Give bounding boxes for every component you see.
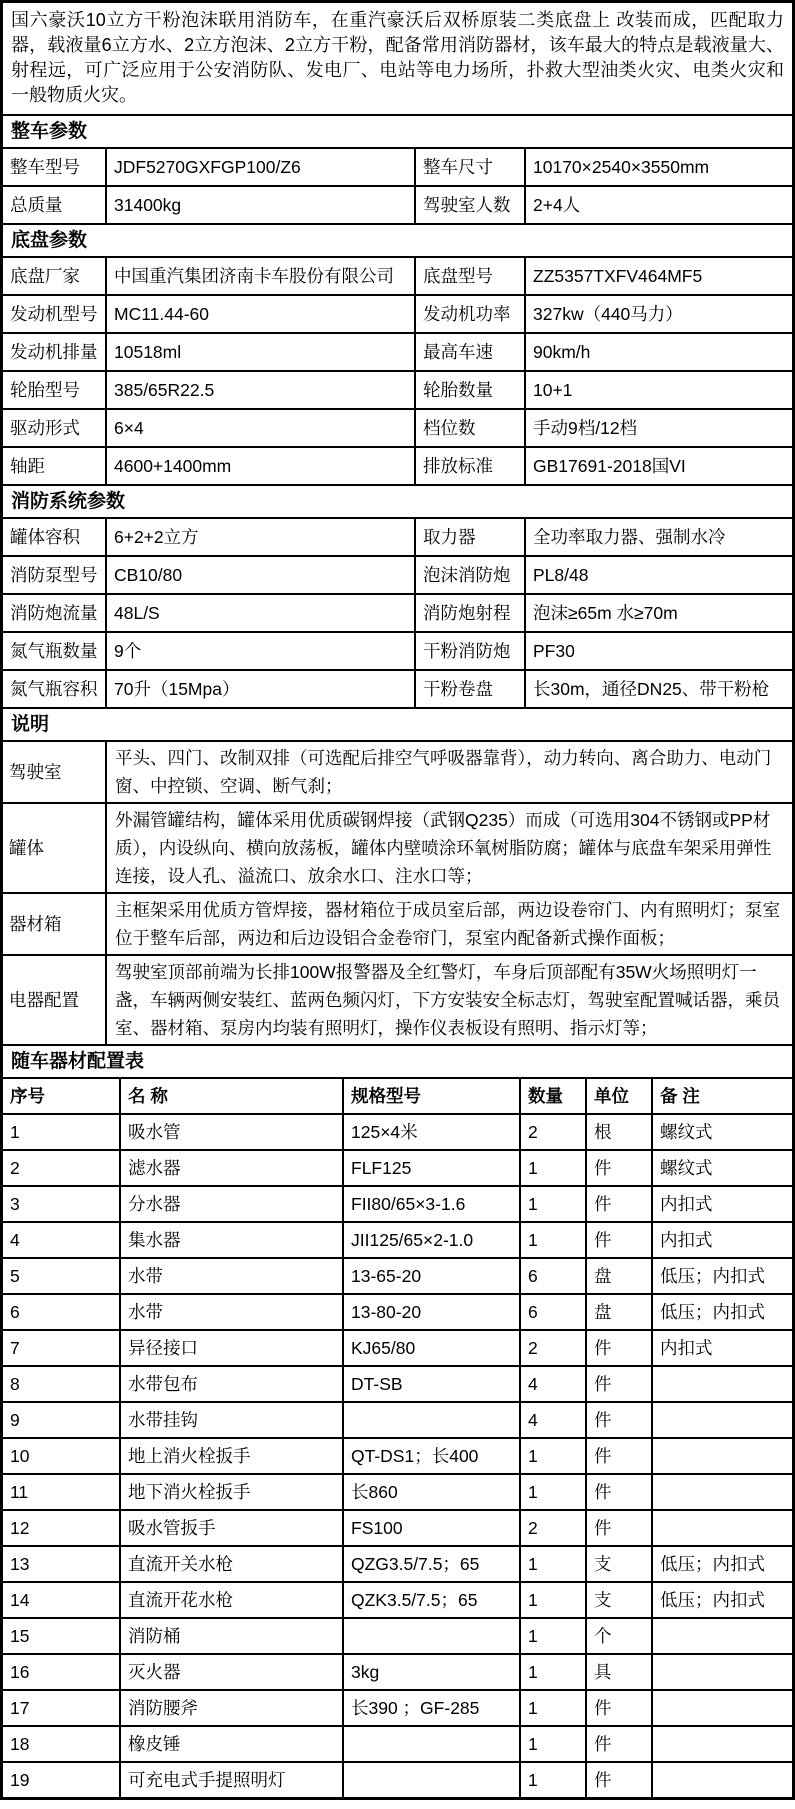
equipment-unit: 件 — [586, 1330, 652, 1366]
chassis-param-row — [3, 409, 792, 447]
equipment-header-model: 规格型号 — [343, 1078, 520, 1114]
equipment-unit: 个 — [586, 1618, 652, 1654]
equipment-header-no: 序号 — [3, 1078, 120, 1114]
equipment-qty: 6 — [520, 1258, 586, 1294]
equipment-unit: 支 — [586, 1582, 652, 1618]
fire-system-param-row — [3, 632, 792, 670]
equipment-remark: 螺纹式 — [652, 1150, 792, 1186]
equipment-no: 13 — [3, 1546, 120, 1582]
equipment-header-remark: 备 注 — [652, 1078, 792, 1114]
param-value: CB10/80 — [106, 556, 415, 594]
equipment-name: 直流开关水枪 — [120, 1546, 343, 1582]
fire-system-param-row — [3, 670, 792, 707]
equipment-name: 橡皮锤 — [120, 1726, 343, 1762]
param-label: 轮胎数量 — [415, 371, 525, 409]
section-title-chassis-params: 底盘参数 — [3, 223, 792, 256]
equipment-model: FS100 — [343, 1510, 520, 1546]
param-label: 罐体容积 — [3, 518, 106, 556]
equipment-remark: 内扣式 — [652, 1222, 792, 1258]
equipment-header-unit: 单位 — [586, 1078, 652, 1114]
equipment-row — [3, 1690, 792, 1726]
equipment-model — [343, 1402, 520, 1438]
param-label: 干粉消防炮 — [415, 632, 525, 670]
equipment-remark — [652, 1762, 792, 1797]
equipment-no: 18 — [3, 1726, 120, 1762]
fire-system-param-row — [3, 556, 792, 594]
equipment-no: 9 — [3, 1402, 120, 1438]
param-label: 氮气瓶数量 — [3, 632, 106, 670]
equipment-no: 2 — [3, 1150, 120, 1186]
equipment-no: 19 — [3, 1762, 120, 1797]
equipment-remark: 内扣式 — [652, 1330, 792, 1366]
equipment-no: 4 — [3, 1222, 120, 1258]
param-label: 排放标准 — [415, 447, 525, 484]
param-label: 泡沫消防炮 — [415, 556, 525, 594]
equipment-no: 8 — [3, 1366, 120, 1402]
equipment-model: 3kg — [343, 1654, 520, 1690]
equipment-row — [3, 1186, 792, 1222]
equipment-name: 地下消火栓扳手 — [120, 1474, 343, 1510]
equipment-name: 滤水器 — [120, 1150, 343, 1186]
param-label: 取力器 — [415, 518, 525, 556]
equipment-qty: 1 — [520, 1186, 586, 1222]
param-value: 6+2+2立方 — [106, 518, 415, 556]
equipment-model — [343, 1762, 520, 1797]
equipment-no: 17 — [3, 1690, 120, 1726]
equipment-remark: 螺纹式 — [652, 1114, 792, 1150]
equipment-name: 可充电式手提照明灯 — [120, 1762, 343, 1797]
equipment-row — [3, 1510, 792, 1546]
equipment-row — [3, 1582, 792, 1618]
equipment-remark: 低压；内扣式 — [652, 1546, 792, 1582]
equipment-no: 3 — [3, 1186, 120, 1222]
equipment-name: 吸水管 — [120, 1114, 343, 1150]
equipment-model: JII125/65×2-1.0 — [343, 1222, 520, 1258]
equipment-qty: 1 — [520, 1438, 586, 1474]
equipment-qty: 1 — [520, 1654, 586, 1690]
equipment-name: 集水器 — [120, 1222, 343, 1258]
equipment-name: 消防桶 — [120, 1618, 343, 1654]
param-value: 327kw（440马力） — [525, 295, 792, 333]
equipment-row — [3, 1438, 792, 1474]
param-label: 消防泵型号 — [3, 556, 106, 594]
equipment-qty: 1 — [520, 1690, 586, 1726]
note-row — [3, 741, 792, 803]
equipment-model — [343, 1726, 520, 1762]
chassis-param-row — [3, 371, 792, 409]
equipment-model — [343, 1618, 520, 1654]
param-label: 消防炮流量 — [3, 594, 106, 632]
equipment-row — [3, 1618, 792, 1654]
note-text: 平头、四门、改制双排（可选配后排空气呼吸器靠背），动力转向、离合助力、电动门窗、中控锁、空调、断气刹； — [106, 741, 792, 803]
param-value: 4600+1400mm — [106, 447, 415, 484]
equipment-unit: 根 — [586, 1114, 652, 1150]
equipment-unit: 件 — [586, 1510, 652, 1546]
param-value: 48L/S — [106, 594, 415, 632]
equipment-unit: 盘 — [586, 1258, 652, 1294]
param-label: 轮胎型号 — [3, 371, 106, 409]
param-label: 最高车速 — [415, 333, 525, 371]
param-value: 6×4 — [106, 409, 415, 447]
equipment-qty: 4 — [520, 1366, 586, 1402]
equipment-name: 水带 — [120, 1294, 343, 1330]
equipment-model: QZK3.5/7.5；65 — [343, 1582, 520, 1618]
param-label: 发动机排量 — [3, 333, 106, 371]
equipment-qty: 1 — [520, 1222, 586, 1258]
equipment-unit: 件 — [586, 1474, 652, 1510]
note-label: 罐体 — [3, 803, 106, 893]
param-value: 手动9档/12档 — [525, 409, 792, 447]
equipment-qty: 2 — [520, 1510, 586, 1546]
equipment-qty: 1 — [520, 1546, 586, 1582]
param-value: JDF5270GXFGP100/Z6 — [106, 148, 415, 186]
equipment-unit: 件 — [586, 1150, 652, 1186]
equipment-unit: 件 — [586, 1186, 652, 1222]
equipment-model: 13-65-20 — [343, 1258, 520, 1294]
param-value: 9个 — [106, 632, 415, 670]
equipment-row — [3, 1114, 792, 1150]
fire-system-param-row — [3, 518, 792, 556]
equipment-model: QT-DS1；长400 — [343, 1438, 520, 1474]
note-text: 主框架采用优质方管焊接，器材箱位于成员室后部，两边设卷帘门、内有照明灯；泵室位于整车后部，两边和后边设铝合金卷帘门，泵室内配备新式操作面板； — [106, 893, 792, 955]
equipment-header-name: 名 称 — [120, 1078, 343, 1114]
equipment-name: 直流开花水枪 — [120, 1582, 343, 1618]
equipment-no: 16 — [3, 1654, 120, 1690]
equipment-name: 地上消火栓扳手 — [120, 1438, 343, 1474]
param-value: 31400kg — [106, 186, 415, 223]
equipment-no: 10 — [3, 1438, 120, 1474]
equipment-row — [3, 1258, 792, 1294]
equipment-remark — [652, 1690, 792, 1726]
param-value: 385/65R22.5 — [106, 371, 415, 409]
param-value: GB17691-2018国VI — [525, 447, 792, 484]
note-label: 驾驶室 — [3, 741, 106, 803]
equipment-unit: 件 — [586, 1762, 652, 1797]
equipment-unit: 件 — [586, 1222, 652, 1258]
equipment-header-row — [3, 1078, 792, 1114]
param-value: 2+4人 — [525, 186, 792, 223]
equipment-no: 12 — [3, 1510, 120, 1546]
param-value: 10170×2540×3550mm — [525, 148, 792, 186]
equipment-row — [3, 1294, 792, 1330]
equipment-qty: 1 — [520, 1582, 586, 1618]
equipment-qty: 4 — [520, 1402, 586, 1438]
param-value: 泡沫≥65m 水≥70m — [525, 594, 792, 632]
equipment-row — [3, 1546, 792, 1582]
section-title-vehicle-params: 整车参数 — [3, 114, 792, 147]
note-row — [3, 803, 792, 893]
param-value: 长30m，通径DN25、带干粉枪 — [525, 670, 792, 707]
param-label: 整车型号 — [3, 148, 106, 186]
equipment-name: 水带 — [120, 1258, 343, 1294]
note-text: 外漏管罐结构，罐体采用优质碳钢焊接（武钢Q235）而成（可选用304不锈钢或PP材质），内设纵向、横向放荡板，罐体内壁喷涂环氧树脂防腐；罐体与底盘车架采用弹性连接，设人孔、溢流口、放余水口、注水口等； — [106, 803, 792, 893]
fire-system-param-row — [3, 594, 792, 632]
equipment-no: 14 — [3, 1582, 120, 1618]
equipment-model: 长860 — [343, 1474, 520, 1510]
equipment-model: KJ65/80 — [343, 1330, 520, 1366]
equipment-remark — [652, 1726, 792, 1762]
equipment-qty: 1 — [520, 1150, 586, 1186]
equipment-name: 灭火器 — [120, 1654, 343, 1690]
equipment-unit: 件 — [586, 1690, 652, 1726]
equipment-qty: 6 — [520, 1294, 586, 1330]
param-value: 10518ml — [106, 333, 415, 371]
equipment-no: 6 — [3, 1294, 120, 1330]
equipment-no: 7 — [3, 1330, 120, 1366]
equipment-no: 1 — [3, 1114, 120, 1150]
equipment-unit: 件 — [586, 1726, 652, 1762]
param-value: ZZ5357TXFV464MF5 — [525, 257, 792, 295]
equipment-unit: 件 — [586, 1366, 652, 1402]
equipment-qty: 1 — [520, 1474, 586, 1510]
equipment-row — [3, 1654, 792, 1690]
chassis-param-row — [3, 447, 792, 484]
equipment-no: 5 — [3, 1258, 120, 1294]
vehicle-params-table — [3, 147, 792, 223]
equipment-row — [3, 1762, 792, 1797]
equipment-qty: 1 — [520, 1618, 586, 1654]
equipment-remark: 低压；内扣式 — [652, 1294, 792, 1330]
equipment-remark: 内扣式 — [652, 1186, 792, 1222]
equipment-name: 水带包布 — [120, 1366, 343, 1402]
equipment-header-qty: 数量 — [520, 1078, 586, 1114]
equipment-remark — [652, 1510, 792, 1546]
param-value: PL8/48 — [525, 556, 792, 594]
param-value: PF30 — [525, 632, 792, 670]
fire-system-params-table — [3, 517, 792, 707]
param-value: 中国重汽集团济南卡车股份有限公司 — [106, 257, 415, 295]
equipment-unit: 盘 — [586, 1294, 652, 1330]
equipment-no: 15 — [3, 1618, 120, 1654]
notes-table — [3, 740, 792, 1044]
param-label: 发动机型号 — [3, 295, 106, 333]
vehicle-param-row — [3, 148, 792, 186]
equipment-row — [3, 1222, 792, 1258]
param-label: 驾驶室人数 — [415, 186, 525, 223]
param-label: 档位数 — [415, 409, 525, 447]
param-label: 氮气瓶容积 — [3, 670, 106, 707]
equipment-row — [3, 1366, 792, 1402]
param-value: MC11.44-60 — [106, 295, 415, 333]
equipment-table — [3, 1077, 792, 1797]
param-label: 总质量 — [3, 186, 106, 223]
equipment-name: 水带挂钩 — [120, 1402, 343, 1438]
equipment-unit: 支 — [586, 1546, 652, 1582]
param-value: 70升（15Mpa） — [106, 670, 415, 707]
equipment-model: QZG3.5/7.5；65 — [343, 1546, 520, 1582]
equipment-name: 分水器 — [120, 1186, 343, 1222]
note-label: 器材箱 — [3, 893, 106, 955]
equipment-qty: 2 — [520, 1330, 586, 1366]
equipment-name: 异径接口 — [120, 1330, 343, 1366]
equipment-model: 长390 ；GF-285 — [343, 1690, 520, 1726]
equipment-remark — [652, 1366, 792, 1402]
equipment-model: 125×4米 — [343, 1114, 520, 1150]
equipment-remark: 低压；内扣式 — [652, 1582, 792, 1618]
section-title-equipment: 随车器材配置表 — [3, 1044, 792, 1077]
equipment-qty: 1 — [520, 1762, 586, 1797]
chassis-params-table — [3, 256, 792, 484]
equipment-model: DT-SB — [343, 1366, 520, 1402]
equipment-unit: 件 — [586, 1438, 652, 1474]
note-label: 电器配置 — [3, 955, 106, 1044]
chassis-param-row — [3, 257, 792, 295]
equipment-remark — [652, 1618, 792, 1654]
equipment-model: FLF125 — [343, 1150, 520, 1186]
param-label: 发动机功率 — [415, 295, 525, 333]
equipment-no: 11 — [3, 1474, 120, 1510]
equipment-unit: 具 — [586, 1654, 652, 1690]
equipment-remark — [652, 1402, 792, 1438]
param-label: 底盘厂家 — [3, 257, 106, 295]
chassis-param-row — [3, 295, 792, 333]
equipment-row — [3, 1330, 792, 1366]
equipment-row — [3, 1402, 792, 1438]
intro-paragraph: 国六豪沃10立方干粉泡沫联用消防车，在重汽豪沃后双桥原装二类底盘上 改装而成，匹配取力器，载液量6立方水、2立方泡沫、2立方干粉，配备常用消防器材，该车最大的特点是载液量大、射程远，可广泛应用于公安消防队、发电厂、电站等电力场所，扑救大型油类火灾、电类火灾和一般物质火灾。 — [11, 10, 784, 105]
equipment-name: 消防腰斧 — [120, 1690, 343, 1726]
equipment-qty: 2 — [520, 1114, 586, 1150]
param-label: 轴距 — [3, 447, 106, 484]
equipment-row — [3, 1474, 792, 1510]
equipment-qty: 1 — [520, 1726, 586, 1762]
param-label: 干粉卷盘 — [415, 670, 525, 707]
equipment-remark — [652, 1438, 792, 1474]
note-row — [3, 893, 792, 955]
equipment-model: FII80/65×3-1.6 — [343, 1186, 520, 1222]
equipment-remark: 低压；内扣式 — [652, 1258, 792, 1294]
equipment-name: 吸水管扳手 — [120, 1510, 343, 1546]
param-label: 驱动形式 — [3, 409, 106, 447]
equipment-row — [3, 1726, 792, 1762]
param-label: 消防炮射程 — [415, 594, 525, 632]
section-title-notes: 说明 — [3, 707, 792, 740]
param-value: 10+1 — [525, 371, 792, 409]
equipment-model: 13-80-20 — [343, 1294, 520, 1330]
equipment-remark — [652, 1654, 792, 1690]
param-label: 整车尺寸 — [415, 148, 525, 186]
param-value: 全功率取力器、强制水冷 — [525, 518, 792, 556]
vehicle-param-row — [3, 186, 792, 223]
param-label: 底盘型号 — [415, 257, 525, 295]
section-title-fire-system-params: 消防系统参数 — [3, 484, 792, 517]
note-text: 驾驶室顶部前端为长排100W报警器及全红警灯，车身后顶部配有35W火场照明灯一盏，车辆两侧安装红、蓝两色频闪灯，下方安装安全标志灯，驾驶室配置喊话器，乘员室、器材箱、泵房内均装有照明灯，操作仪表板设有照明、指示灯等； — [106, 955, 792, 1044]
equipment-remark — [652, 1474, 792, 1510]
equipment-unit: 件 — [586, 1402, 652, 1438]
equipment-row — [3, 1150, 792, 1186]
note-row — [3, 955, 792, 1044]
param-value: 90km/h — [525, 333, 792, 371]
chassis-param-row — [3, 333, 792, 371]
